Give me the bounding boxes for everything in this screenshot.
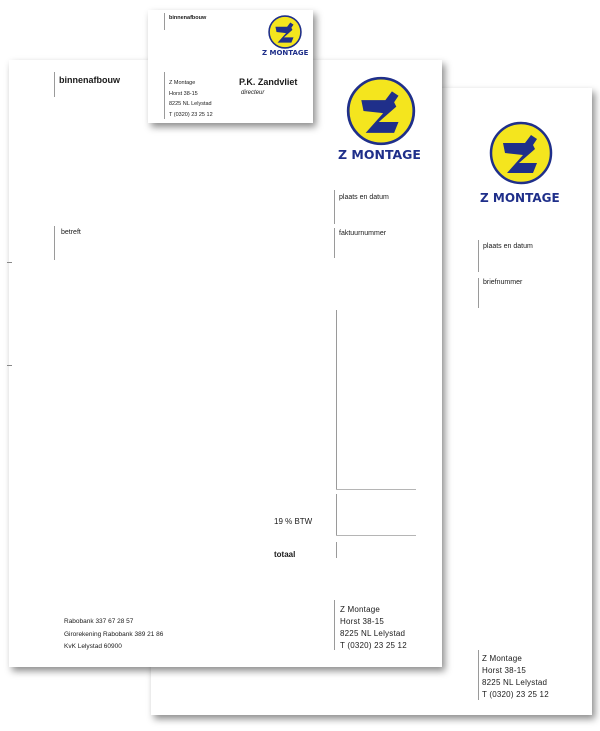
card-logo-wordmark: Z MONTAGE — [262, 49, 309, 57]
logo-wordmark: Z MONTAGE — [338, 147, 421, 162]
z-montage-logo-icon — [268, 15, 302, 49]
address-phone: T (0320) 23 25 12 — [340, 641, 407, 650]
z-montage-logo-icon — [489, 121, 553, 185]
bank-details — [64, 616, 163, 654]
fold-mark — [7, 365, 12, 366]
total-label: totaal — [274, 550, 296, 559]
subject-label: betreft — [61, 229, 81, 236]
card-person-name: P.K. Zandvliet — [239, 77, 298, 87]
bank-line: KvK Lelystad 60900 — [64, 643, 122, 650]
field-invoice-number-label: faktuurnummer — [339, 230, 387, 237]
z-montage-logo-icon — [346, 76, 416, 146]
address-name: Z Montage — [340, 605, 381, 614]
address-name: Z Montage — [482, 654, 523, 663]
address-name: Z Montage — [169, 80, 196, 86]
address-street: Horst 38-15 — [169, 90, 198, 97]
field-place-date-label: plaats en datum — [483, 243, 533, 250]
company-tag: binnenafbouw — [59, 75, 120, 85]
vat-label: 19 % BTW — [274, 517, 313, 526]
address-phone: T (0320) 23 25 12 — [482, 690, 549, 699]
bank-line: Rabobank 337 67 28 57 — [64, 618, 134, 625]
address-street: Horst 38-15 — [340, 617, 384, 626]
address-street: Horst 38-15 — [482, 666, 526, 675]
address-city: 8225 NL Lelystad — [169, 101, 212, 107]
card-person-title: directeur — [241, 90, 265, 96]
bank-line: Girorekening Rabobank 389 21 86 — [64, 630, 164, 638]
address-phone: T (0320) 23 25 12 — [169, 111, 213, 118]
field-place-date-label: plaats en datum — [339, 194, 389, 201]
address-city: 8225 NL Lelystad — [482, 678, 548, 687]
card-address — [169, 78, 213, 120]
company-address — [340, 604, 407, 652]
invoice-sheet — [9, 60, 442, 667]
address-city: 8225 NL Lelystad — [340, 629, 406, 638]
field-letter-number-label: briefnummer — [483, 279, 523, 286]
fold-mark — [7, 262, 12, 263]
business-card — [148, 10, 313, 123]
amount-column — [336, 310, 337, 490]
logo-wordmark: Z MONTAGE — [480, 191, 560, 205]
company-address — [482, 653, 549, 701]
card-company-tag: binnenafbouw — [169, 15, 207, 21]
